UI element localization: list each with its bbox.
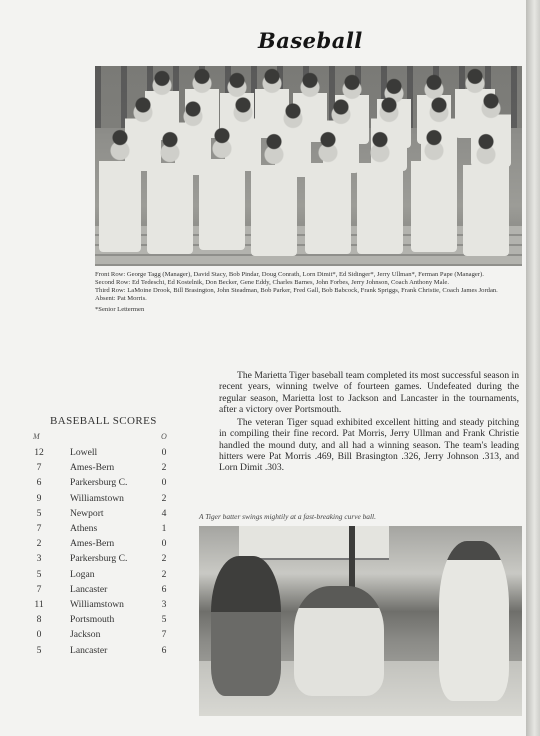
score-opponent: 7 bbox=[161, 629, 167, 641]
player-figure bbox=[305, 124, 351, 254]
score-marietta: 12 bbox=[34, 447, 44, 458]
player-figure bbox=[199, 120, 245, 250]
caption-senior-note: *Senior Lettermen bbox=[95, 306, 145, 314]
score-opponent-name: Lancaster bbox=[70, 644, 108, 656]
score-row bbox=[30, 584, 180, 598]
score-opponent: 3 bbox=[161, 599, 167, 610]
score-row bbox=[30, 447, 180, 461]
score-opponent-name: Williamstown bbox=[70, 492, 124, 504]
score-marietta: 11 bbox=[34, 599, 44, 610]
score-marietta: 5 bbox=[36, 507, 42, 519]
caption-second-row: Second Row: Ed Tedeschi, Ed Kostelnik, Don Becker, Gene Eddy, Charles Barnes, John Forbes, Jerry Johnson, Coach Anthony Male. bbox=[95, 279, 449, 287]
catcher-figure bbox=[294, 586, 384, 696]
score-opponent: 0 bbox=[161, 477, 167, 489]
score-opponent: 6 bbox=[161, 644, 167, 656]
umpire-figure bbox=[211, 556, 281, 696]
score-row bbox=[30, 523, 180, 537]
score-row bbox=[30, 508, 180, 522]
scores-title: BASEBALL SCORES bbox=[50, 415, 157, 427]
article-paragraph: The Marietta Tiger baseball team completed its most successful season in recent years, winning twelve of fourteen games. Undefeated during the regular season, Marietta lost to Jackson and Lancaster in the tournaments, after a victory over Portsmouth. bbox=[219, 370, 519, 415]
score-opponent-name: Portsmouth bbox=[70, 614, 115, 626]
score-opponent: 1 bbox=[161, 523, 167, 534]
player-figure bbox=[147, 124, 193, 254]
article-text bbox=[219, 370, 519, 476]
article-paragraph: The veteran Tiger squad exhibited excellent hitting and steady pitching in compiling their fine record. Pat Morris, Jerry Ullman and Frank Christie handled the mound duty, and all had a winning season. The team's leading hitters were Pat Morris .469, Bill Brasington .326, Jerry Johnson .313, and Lorn Dimit .303. bbox=[219, 417, 519, 474]
score-opponent: 6 bbox=[161, 583, 167, 595]
action-photo-caption: A Tiger batter swings mightily at a fast-breaking curve ball. bbox=[199, 512, 376, 521]
score-row bbox=[30, 553, 180, 567]
score-marietta: 0 bbox=[36, 629, 42, 641]
score-marietta: 7 bbox=[36, 583, 42, 595]
score-row bbox=[30, 569, 180, 583]
score-row bbox=[30, 614, 180, 628]
score-marietta: 8 bbox=[36, 614, 42, 626]
score-row bbox=[30, 599, 180, 613]
score-marietta: 5 bbox=[36, 568, 42, 580]
page-edge bbox=[526, 0, 540, 736]
score-opponent: 2 bbox=[161, 553, 167, 565]
score-opponent-name: Lowell bbox=[70, 447, 98, 458]
caption-absent: Absent: Pat Morris. bbox=[95, 295, 147, 303]
score-marietta: 5 bbox=[36, 644, 42, 656]
scores-header-opponent: O bbox=[161, 432, 167, 441]
scores-header-marietta: M bbox=[33, 432, 40, 441]
player-figure bbox=[99, 122, 141, 252]
score-row bbox=[30, 462, 180, 476]
player-figure bbox=[357, 124, 403, 254]
batter-figure bbox=[439, 541, 509, 701]
score-opponent-name: Jackson bbox=[70, 629, 101, 641]
score-row bbox=[30, 493, 180, 507]
score-opponent: 5 bbox=[161, 614, 167, 626]
score-marietta: 9 bbox=[36, 492, 42, 504]
score-marietta: 7 bbox=[36, 523, 42, 534]
page-title: Baseball bbox=[258, 28, 363, 53]
score-opponent: 4 bbox=[161, 507, 167, 519]
score-opponent: 2 bbox=[161, 492, 167, 504]
score-row bbox=[30, 538, 180, 552]
player-figure bbox=[251, 126, 297, 256]
player-figure bbox=[411, 122, 457, 252]
score-opponent-name: Parkersburg C. bbox=[70, 477, 128, 489]
score-row bbox=[30, 645, 180, 659]
score-opponent-name: Ames-Bern bbox=[70, 538, 115, 550]
team-photo-caption bbox=[95, 271, 525, 314]
score-marietta: 7 bbox=[36, 462, 42, 474]
caption-third-row: Third Row: LaMoine Drook, Bill Brasington, John Steadman, Bob Parker, Fred Gall, Bob Babcock, Frank Spriggs, Frank Christie, Coach James Jordan. bbox=[95, 287, 498, 295]
score-marietta: 2 bbox=[36, 538, 42, 550]
team-photo bbox=[95, 66, 522, 266]
score-opponent-name: Ames-Bern bbox=[70, 462, 115, 474]
score-opponent-name: Athens bbox=[70, 523, 98, 534]
score-opponent: 0 bbox=[161, 538, 167, 550]
score-opponent: 2 bbox=[161, 462, 167, 474]
action-photo bbox=[199, 526, 522, 716]
score-opponent-name: Parkersburg C. bbox=[70, 553, 128, 565]
score-opponent: 0 bbox=[161, 447, 167, 458]
score-row bbox=[30, 477, 180, 491]
score-opponent-name: Williamstown bbox=[70, 599, 124, 610]
score-opponent-name: Logan bbox=[70, 568, 95, 580]
score-marietta: 3 bbox=[36, 553, 42, 565]
score-opponent-name: Lancaster bbox=[70, 583, 108, 595]
score-marietta: 6 bbox=[36, 477, 42, 489]
player-figure bbox=[463, 126, 509, 256]
photo-house bbox=[239, 526, 389, 560]
caption-front-row: Front Row: George Tagg (Manager), David Stacy, Bob Pindar, Doug Conrath, Lorn Dimit*, Ed Sidinger*, Jerry Ullman*, Ferman Pape (Manager). bbox=[95, 271, 484, 278]
score-opponent-name: Newport bbox=[70, 507, 104, 519]
score-row bbox=[30, 629, 180, 643]
score-opponent: 2 bbox=[161, 568, 167, 580]
